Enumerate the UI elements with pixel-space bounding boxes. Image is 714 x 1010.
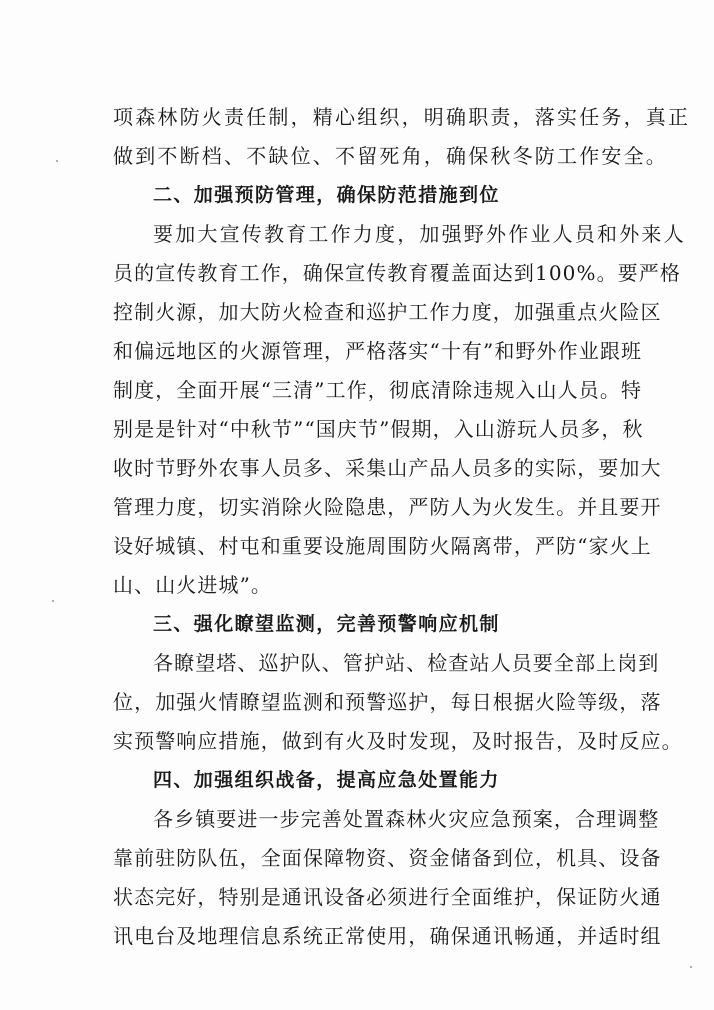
body-text-line: 要加大宣传教育工作力度，加强野外作业人员和外来人 [153,222,686,246]
body-text-line: 各瞭望塔、巡护队、管护站、检查站人员要全部上岗到 [153,651,660,675]
body-text-line: 靠前驻防队伍，全面保障物资、资金储备到位，机具、设备 [113,846,662,870]
body-text-line: 别是是针对“中秋节”“国庆节”假期，入山游玩人员多，秋 [113,417,644,441]
scan-speck [56,160,58,162]
body-text-line: 山、山火进城”。 [113,573,273,597]
scan-speck [52,600,54,602]
scan-speck [690,966,692,968]
section-heading-4: 四、加强组织战备，提高应急处置能力 [153,769,500,791]
body-text-line: 位，加强火情瞭望监测和预警巡护，每日根据火险等级，落 [113,690,662,714]
body-text-line: 各乡镇要进一步完善处置森林火灾应急预案，合理调整 [153,807,660,831]
body-text-line: 制度，全面开展“三清”工作，彻底清除违规入山人员。特 [113,378,643,402]
body-text-line: 项森林防火责任制，精心组织，明确职责，落实任务，真正 [113,105,691,129]
body-text-line: 控制火源，加大防火检查和巡护工作力度，加强重点火险区 [113,300,662,324]
document-body [113,98,691,956]
body-text-line: 收时节野外农事人员多、采集山产品人员多的实际，要加大 [113,456,662,480]
body-text-line: 实预警响应措施，做到有火及时发现，及时报告，及时反应。 [113,729,683,753]
body-text-line: 讯电台及地理信息系统正常使用，确保通讯畅通，并适时组 [113,924,662,948]
body-text-line: 状态完好，特别是通讯设备必须进行全面维护，保证防火通 [113,885,662,909]
section-heading-2: 二、加强预防管理，确保防范措施到位 [153,184,500,206]
body-text-line: 管理力度，切实消除火险隐患，严防人为火发生。并且要开 [113,495,662,519]
body-text-line: 设好城镇、村屯和重要设施周围防火隔离带，严防“家火上 [113,534,652,558]
body-text-line: 和偏远地区的火源管理，严格落实“十有”和野外作业跟班 [113,339,643,363]
section-heading-3: 三、强化瞭望监测，完善预警响应机制 [153,613,500,635]
body-text-line: 员的宣传教育工作，确保宣传教育覆盖面达到100%。要严格 [113,261,681,285]
body-text-line: 做到不断档、不缺位、不留死角，确保秋冬防工作安全。 [113,144,668,168]
